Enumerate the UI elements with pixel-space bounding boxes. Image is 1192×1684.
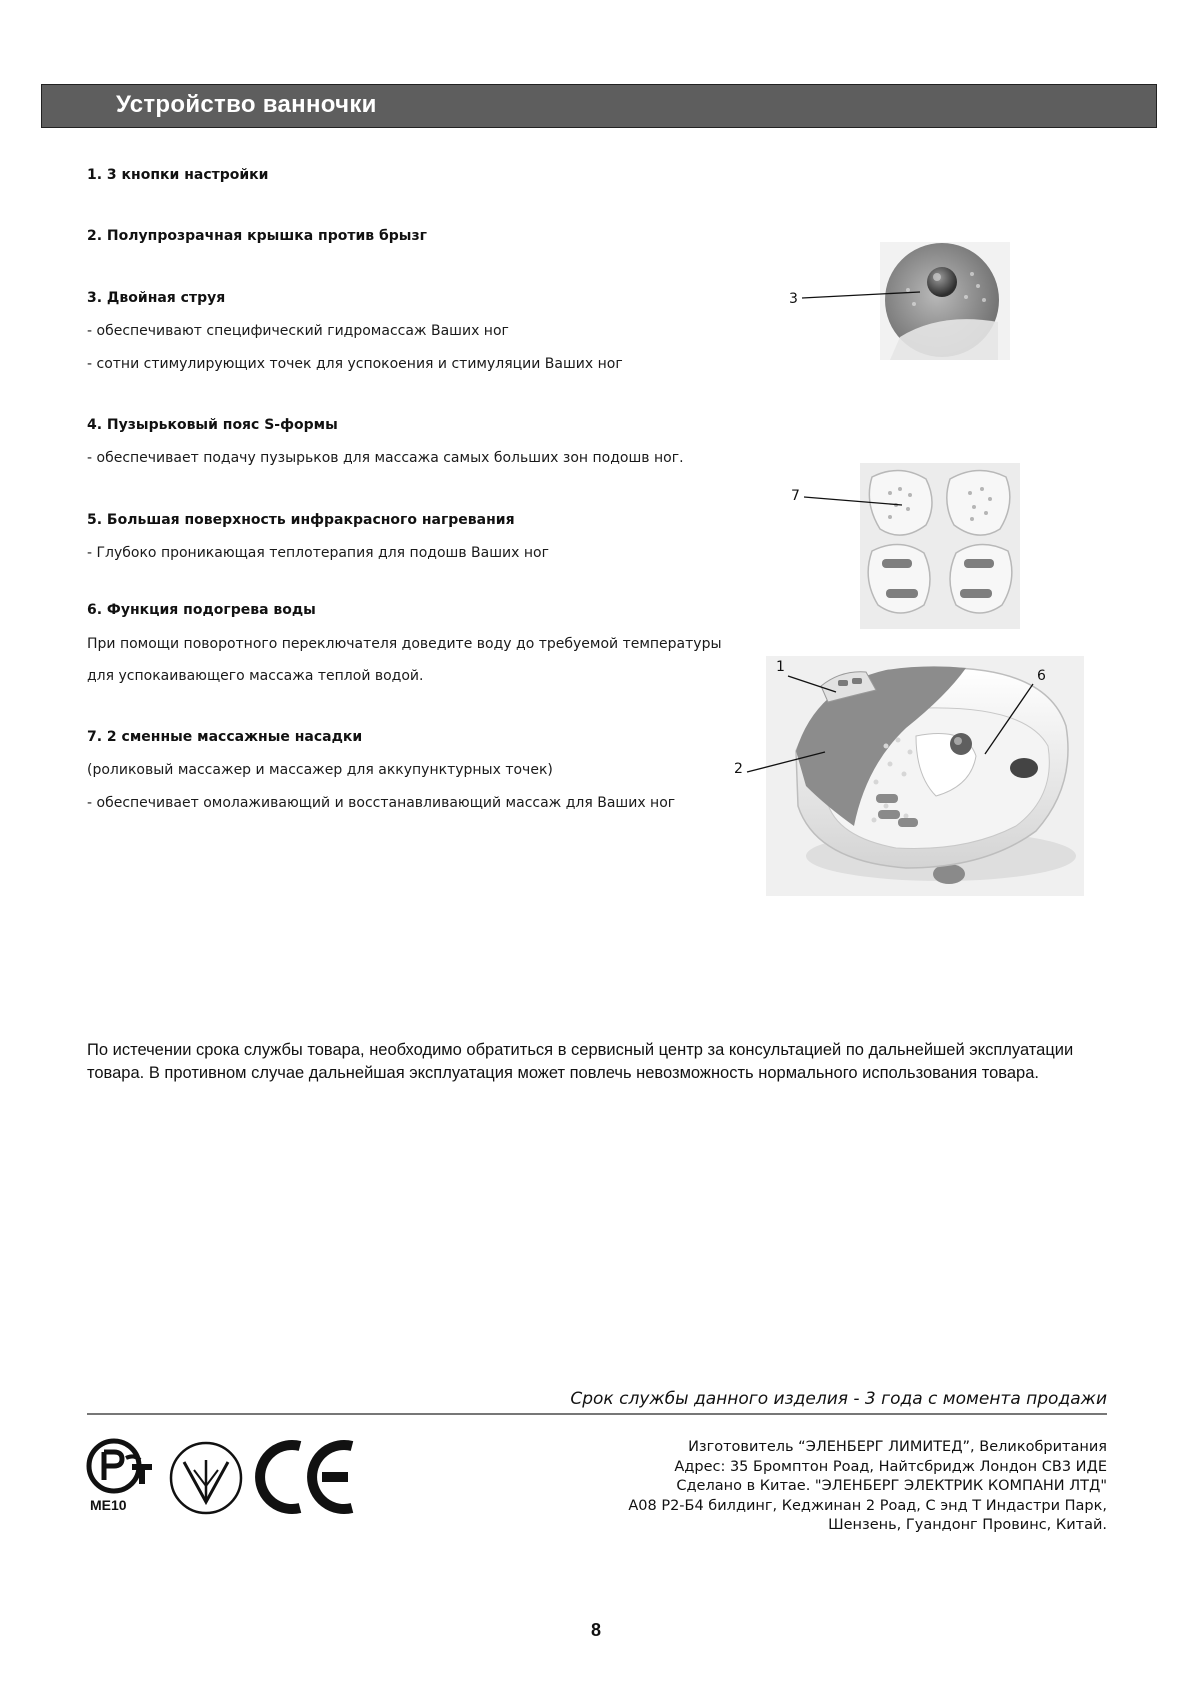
item-title-2: 2. Полупрозрачная крышка против брызг xyxy=(87,228,427,244)
section-header-bar xyxy=(41,84,1157,128)
item-7-line-2: - обеспечивает омолаживающий и восстанавливающий массаж для Ваших ног xyxy=(87,795,676,811)
callout-line-6 xyxy=(985,684,1035,756)
item-7-line-1: (роликовый массажер и массажер для аккупунктурных точек) xyxy=(87,762,553,778)
service-lifetime-note: Срок службы данного изделия - 3 года с момента продажи xyxy=(570,1389,1107,1409)
item-6-line-2: для успокаивающего массажа теплой водой. xyxy=(87,668,424,684)
item-4-line-1: - обеспечивает подачу пузырьков для массажа самых больших зон подошв ног. xyxy=(87,450,684,466)
callout-label-3: 3 xyxy=(789,291,798,307)
item-title-6: 6. Функция подогрева воды xyxy=(87,602,316,618)
callout-line-2 xyxy=(747,752,827,774)
page-number: 8 xyxy=(590,1620,601,1640)
callout-line-3 xyxy=(802,290,922,302)
item-3-line-2: - сотни стимулирующих точек для успокоения и стимуляции Ваших ног xyxy=(87,356,623,372)
massage-attachments-illustration xyxy=(860,463,1020,629)
manufacturer-line-5: Шензень, Гуандонг Провинс, Китай. xyxy=(828,1517,1107,1533)
callout-label-2: 2 xyxy=(734,761,743,777)
ce-mark xyxy=(256,1438,360,1516)
callout-label-6: 6 xyxy=(1037,668,1046,684)
manufacturer-line-1: Изготовитель “ЭЛЕНБЕРГ ЛИМИТЕД”, Великобритания xyxy=(688,1439,1107,1455)
footer-divider xyxy=(87,1413,1107,1415)
cert-code: ME10 xyxy=(90,1497,127,1513)
manufacturer-info xyxy=(628,1438,1107,1536)
item-3-line-1: - обеспечивают специфический гидромассаж Ваших ног xyxy=(87,323,509,339)
callout-label-1: 1 xyxy=(776,659,785,675)
pct-certification-mark xyxy=(84,1438,162,1514)
callout-line-7 xyxy=(804,495,904,509)
item-title-3: 3. Двойная струя xyxy=(87,290,226,306)
manufacturer-line-2: Адрес: 35 Бромптон Роад, Найтсбридж Лондон СВ3 ИДЕ xyxy=(674,1458,1107,1475)
item-title-1: 1. 3 кнопки настройки xyxy=(87,167,269,183)
section-title: Устройство ванночки xyxy=(116,91,377,118)
service-life-notice: По истечении срока службы товара, необходимо обратиться в сервисный центр за консультацией по дальнейшей эксплуатации товара. В противном случае дальнейшая эксплуатация может повлечь невозможность нормального использования товара. xyxy=(87,1041,1074,1082)
manufacturer-line-3: Сделано в Китае. "ЭЛЕНБЕРГ ЭЛЕКТРИК КОМПАНИ ЛТД" xyxy=(676,1478,1107,1494)
callout-label-7: 7 xyxy=(791,488,800,504)
item-title-5: 5. Большая поверхность инфракрасного нагревания xyxy=(87,512,515,528)
manufacturer-line-4: А08 Р2-Б4 билдинг, Кеджинан 2 Роад, С энд Т Индастри Парк, xyxy=(628,1497,1107,1514)
item-5-line-1: - Глубоко проникающая теплотерапия для подошв Ваших ног xyxy=(87,545,549,561)
item-title-7: 7. 2 сменные массажные насадки xyxy=(87,729,363,745)
ukrsepro-mark xyxy=(168,1440,244,1516)
item-title-4: 4. Пузырьковый пояс S-формы xyxy=(87,417,338,433)
callout-line-1 xyxy=(788,676,838,694)
item-6-line-1: При помощи поворотного переключателя доведите воду до требуемой температуры xyxy=(87,636,722,652)
